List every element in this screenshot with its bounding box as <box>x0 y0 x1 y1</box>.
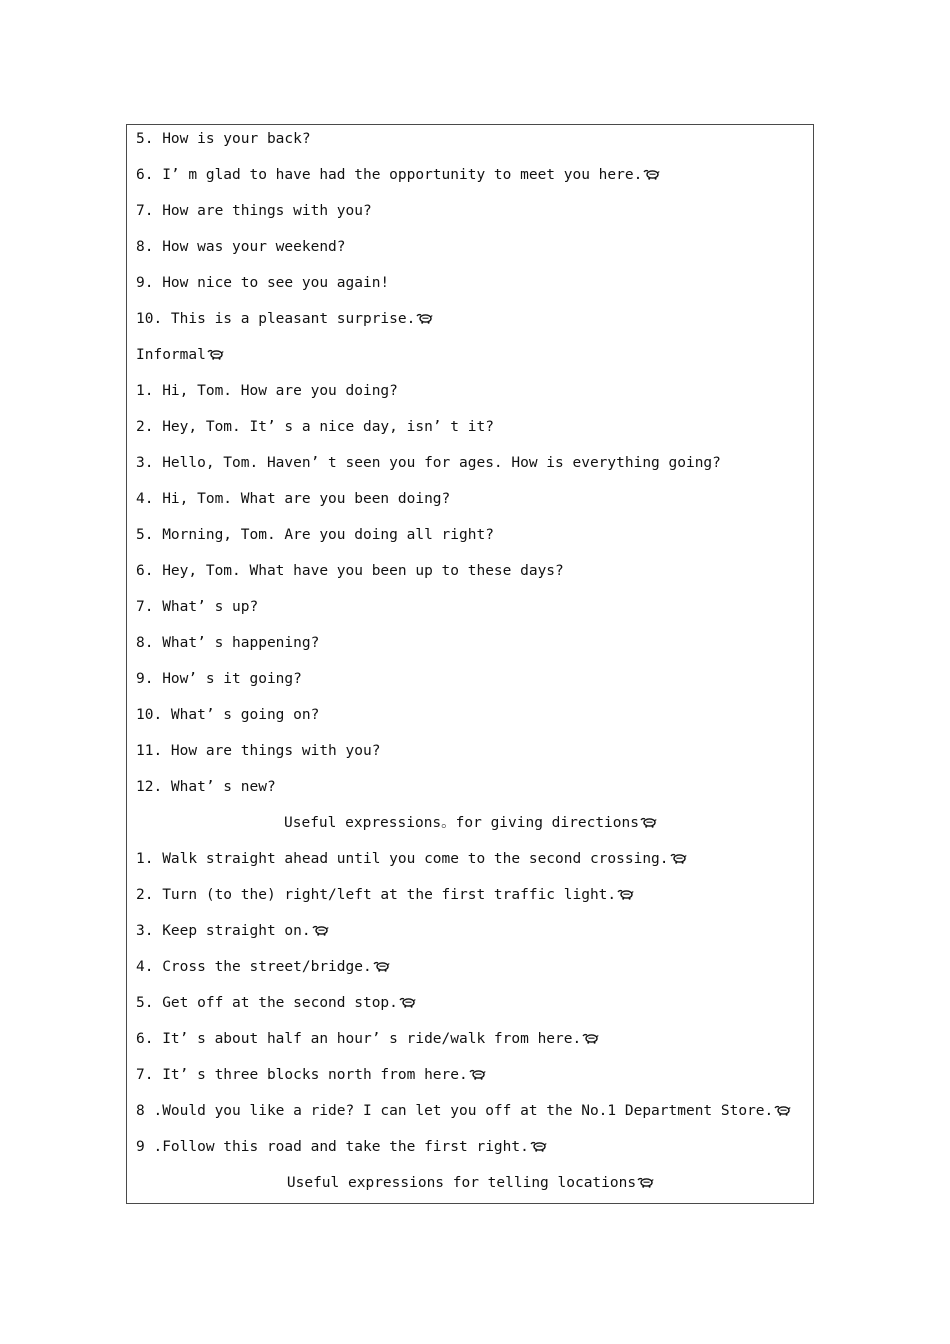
expression-line <box>136 593 805 629</box>
mouse-glyph-icon <box>670 852 687 864</box>
mouse-glyph-icon <box>399 996 416 1008</box>
line-text: 6. Hey, Tom. What have you been up to these days? <box>136 563 564 579</box>
expression-list <box>136 125 805 1205</box>
mouse-glyph-icon <box>582 1032 599 1044</box>
expression-line <box>136 1025 805 1061</box>
expression-line <box>136 773 805 809</box>
expression-line <box>136 917 805 953</box>
expression-line <box>136 953 805 989</box>
line-text: 7. How are things with you? <box>136 203 372 219</box>
expression-line <box>136 557 805 593</box>
expression-line <box>136 521 805 557</box>
expression-line <box>136 161 805 197</box>
expression-line <box>136 737 805 773</box>
expression-line <box>136 629 805 665</box>
expression-line <box>136 269 805 305</box>
expression-line <box>136 197 805 233</box>
expression-line <box>136 125 805 161</box>
mouse-glyph-icon <box>469 1068 486 1080</box>
document-frame <box>126 124 814 1204</box>
line-text: 9. How’ s it going? <box>136 671 302 687</box>
expression-line <box>136 701 805 737</box>
line-text: 1. Walk straight ahead until you come to the second crossing. <box>136 851 669 867</box>
line-text: 4. Cross the street/bridge. <box>136 959 372 975</box>
mouse-glyph-icon <box>637 1176 654 1188</box>
line-text: 6. It’ s about half an hour’ s ride/walk from here. <box>136 1031 582 1047</box>
line-text: Useful expressions。for giving directions <box>284 815 639 831</box>
line-text: 5. Get off at the second stop. <box>136 995 398 1011</box>
line-text: 6. I’ m glad to have had the opportunity to meet you here. <box>136 167 643 183</box>
line-text: 5. How is your back? <box>136 131 311 147</box>
mouse-glyph-icon <box>530 1140 547 1152</box>
line-text: 8. What’ s happening? <box>136 635 320 651</box>
mouse-glyph-icon <box>640 816 657 828</box>
expression-line <box>136 413 805 449</box>
expression-line <box>136 485 805 521</box>
line-text: 3. Keep straight on. <box>136 923 311 939</box>
mouse-glyph-icon <box>312 924 329 936</box>
expression-line <box>136 1097 805 1133</box>
section-heading <box>136 1169 805 1205</box>
line-text: 9 .Follow this road and take the first right. <box>136 1139 529 1155</box>
expression-line <box>136 881 805 917</box>
line-text: 7. What’ s up? <box>136 599 259 615</box>
line-text: 2. Turn (to the) right/left at the first traffic light. <box>136 887 617 903</box>
line-text: 4. Hi, Tom. What are you been doing? <box>136 491 451 507</box>
mouse-glyph-icon <box>774 1104 791 1116</box>
expression-line <box>136 845 805 881</box>
line-text: 3. Hello, Tom. Haven’ t seen you for ages. How is everything going? <box>136 455 721 471</box>
line-text: 5. Morning, Tom. Are you doing all right? <box>136 527 494 543</box>
expression-line <box>136 449 805 485</box>
mouse-glyph-icon <box>373 960 390 972</box>
expression-line <box>136 1061 805 1097</box>
line-text: 2. Hey, Tom. It’ s a nice day, isn’ t it? <box>136 419 494 435</box>
line-text: 1. Hi, Tom. How are you doing? <box>136 383 398 399</box>
expression-line <box>136 341 805 377</box>
expression-line <box>136 665 805 701</box>
section-heading <box>136 809 805 845</box>
mouse-glyph-icon <box>643 168 660 180</box>
line-text: 10. What’ s going on? <box>136 707 320 723</box>
expression-line <box>136 305 805 341</box>
line-text: 11. How are things with you? <box>136 743 381 759</box>
line-text: 8 .Would you like a ride? I can let you off at the No.1 Department Store. <box>136 1103 774 1119</box>
expression-line <box>136 377 805 413</box>
expression-line <box>136 989 805 1025</box>
line-text: 12. What’ s new? <box>136 779 276 795</box>
mouse-glyph-icon <box>207 348 224 360</box>
line-text: 8. How was your weekend? <box>136 239 346 255</box>
expression-line <box>136 233 805 269</box>
mouse-glyph-icon <box>617 888 634 900</box>
line-text: 9. How nice to see you again! <box>136 275 390 291</box>
expression-line <box>136 1133 805 1169</box>
line-text: Informal <box>136 347 206 363</box>
mouse-glyph-icon <box>416 312 433 324</box>
line-text: 10. This is a pleasant surprise. <box>136 311 416 327</box>
line-text: 7. It’ s three blocks north from here. <box>136 1067 468 1083</box>
line-text: Useful expressions for telling locations <box>286 1175 637 1191</box>
